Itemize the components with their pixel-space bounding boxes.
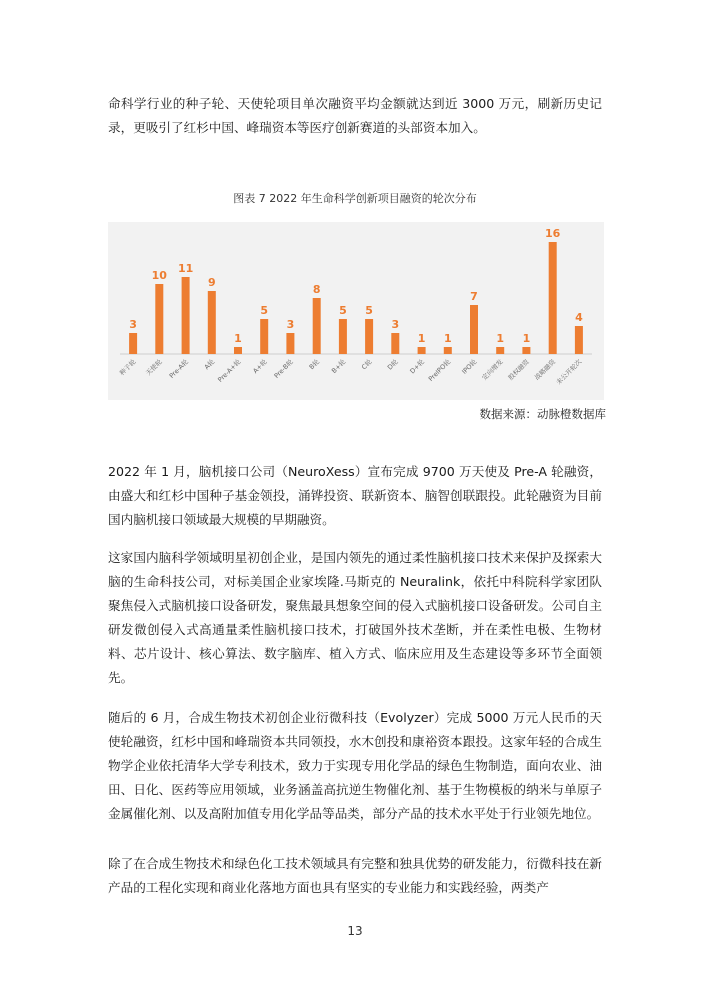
bar bbox=[155, 284, 163, 354]
bar bbox=[444, 347, 452, 354]
x-tick-label: A+轮 bbox=[251, 357, 269, 376]
bar bbox=[391, 333, 399, 354]
paragraph-2: 这家国内脑科学领域明星初创企业，是国内领先的通过柔性脑机接口技术来保护及探索大脑的生命科技公司，对标美国企业家埃隆.马斯克的 Neuralink，依托中科院科学家团队聚焦侵入式脑机接口设备研发，聚焦最具想象空间的侵入式脑机接口设备研发。公司自主研发微创侵入式高通量柔性脑机接口技术，打破国外技术垄断，并在柔性电极、生物材料、芯片设计、核心算法、数字脑库、植入方式、临床应用及生态建设等多环节全面领先。 bbox=[108, 550, 602, 685]
bar-chart bbox=[108, 222, 604, 400]
data-label: 9 bbox=[207, 276, 216, 289]
x-tick-label: 股权融资 bbox=[506, 357, 531, 382]
x-tick-label: 定向增发 bbox=[480, 357, 505, 382]
data-label: 3 bbox=[286, 318, 295, 331]
x-tick-label: D轮 bbox=[385, 357, 400, 372]
x-tick-label: 天使轮 bbox=[144, 357, 164, 378]
paragraph-4: 除了在合成生物技术和绿色化工技术领域具有完整和独具优势的研发能力，衍微科技在新产品的工程化实现和商业化落地方面也具有坚实的专业能力和实践经验，两类产 bbox=[108, 856, 602, 895]
x-tick-label: 种子轮 bbox=[118, 357, 138, 378]
bar bbox=[549, 242, 557, 354]
data-label: 1 bbox=[417, 332, 426, 345]
data-label: 5 bbox=[365, 304, 373, 317]
bar bbox=[129, 333, 137, 354]
bar bbox=[234, 347, 242, 354]
intro-paragraph: 命科学行业的种子轮、天使轮项目单次融资平均金额就达到近 3000 万元，刷新历史记录，更吸引了红杉中国、峰瑞资本等医疗创新赛道的头部资本加入。 bbox=[108, 96, 602, 135]
data-label: 8 bbox=[312, 283, 321, 296]
x-tick-label: B轮 bbox=[307, 357, 322, 372]
page-number: 13 bbox=[347, 924, 363, 938]
data-label: 3 bbox=[129, 318, 137, 331]
x-tick-label: PreIPO轮 bbox=[426, 357, 453, 384]
bar bbox=[522, 347, 530, 354]
data-label: 4 bbox=[575, 311, 583, 324]
data-label: 3 bbox=[391, 318, 400, 331]
x-tick-label: 战略融资 bbox=[533, 357, 558, 382]
x-tick-label: IPO轮 bbox=[460, 357, 479, 376]
data-label: 10 bbox=[151, 269, 167, 282]
data-label: 1 bbox=[496, 332, 505, 345]
data-label: 16 bbox=[545, 227, 561, 240]
paragraph-1: 2022 年 1 月，脑机接口公司（NeuroXess）宣布完成 9700 万天使及 Pre-A 轮融资，由盛大和红杉中国种子基金领投，涌铧投资、联新资本、脑智创联跟投。此轮融资为目前国内脑机接口领域最大规模的早期融资。 bbox=[108, 464, 602, 527]
bar bbox=[286, 333, 294, 354]
paragraph-3: 随后的 6 月，合成生物技术初创企业衍微科技（Evolyzer）完成 5000 万元人民币的天使轮融资，红杉中国和峰瑞资本共同领投，水木创投和康裕资本跟投。这家年轻的合成生物学企业依托清华大学专利技术，致力于实现专用化学品的绿色生物制造，面向农业、油田、日化、医药等应用领域，业务涵盖高抗逆生物催化剂、基于生物模板的纳米与单原子金属催化剂、以及高附加值专用化学品等品类，部分产品的技术水平处于行业领先地位。 bbox=[108, 710, 602, 821]
data-label: 1 bbox=[234, 332, 242, 345]
x-tick-label: B+轮 bbox=[330, 357, 348, 376]
x-tick-label: C轮 bbox=[360, 357, 374, 372]
x-tick-label: D+轮 bbox=[408, 357, 427, 376]
bar bbox=[339, 319, 347, 354]
data-source: 数据来源：动脉橙数据库 bbox=[479, 407, 606, 421]
data-label: 5 bbox=[339, 304, 347, 317]
bar bbox=[418, 347, 426, 354]
bar bbox=[208, 291, 216, 354]
x-tick-label: Pre-A轮 bbox=[167, 357, 191, 381]
x-tick-label: Pre-A+轮 bbox=[216, 357, 243, 384]
bar bbox=[496, 347, 504, 354]
data-label: 1 bbox=[443, 332, 452, 345]
data-label: 7 bbox=[470, 290, 478, 303]
chart-area bbox=[108, 222, 604, 400]
chart-title: 图表 7 2022 年生命科学创新项目融资的轮次分布 bbox=[233, 192, 477, 205]
x-tick-label: Pre-B轮 bbox=[272, 357, 295, 380]
bar bbox=[313, 298, 321, 354]
x-tick-label: A轮 bbox=[202, 357, 217, 372]
x-tick-label: 未公开轮次 bbox=[554, 357, 584, 387]
data-label: 11 bbox=[177, 262, 194, 275]
bar bbox=[575, 326, 583, 354]
bar bbox=[470, 305, 478, 354]
data-label: 5 bbox=[260, 304, 269, 317]
bar bbox=[365, 319, 373, 354]
data-label: 1 bbox=[522, 332, 531, 345]
bar bbox=[260, 319, 268, 354]
bar bbox=[182, 277, 190, 354]
